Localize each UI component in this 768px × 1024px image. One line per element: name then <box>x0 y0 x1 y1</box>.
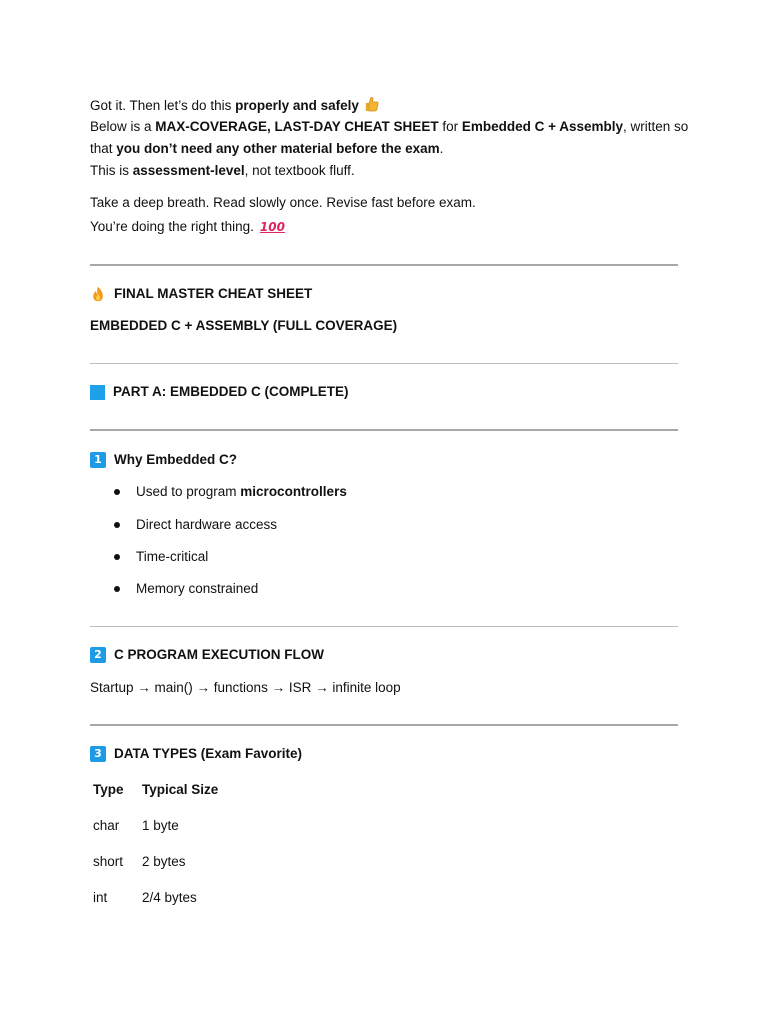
section-2-heading <box>90 646 324 664</box>
bullet-icon <box>114 489 120 495</box>
list-item-text: Used to program <box>136 484 241 499</box>
intro-line-2 <box>90 118 688 136</box>
title-label: FINAL MASTER CHEAT SHEET <box>114 286 313 301</box>
bullet-icon <box>114 586 120 592</box>
list-item: Time-critical <box>136 549 209 564</box>
list-item <box>136 483 347 501</box>
table-header-size: Typical Size <box>142 782 219 797</box>
number-1-icon: 1 <box>90 452 106 468</box>
divider <box>90 429 678 431</box>
cheat-sheet-subtitle: EMBEDDED C + ASSEMBLY (FULL COVERAGE) <box>90 318 398 333</box>
table-cell-type: int <box>93 890 108 905</box>
bullet-icon <box>114 522 120 528</box>
number-2-icon: 2 <box>90 647 106 663</box>
intro-text: Got it. Then let’s do this <box>90 98 236 113</box>
intro-bold: MAX-COVERAGE, LAST-DAY CHEAT SHEET <box>155 119 439 134</box>
divider <box>90 724 678 726</box>
execution-flow: Startup → main() → functions → ISR → infinite loop <box>90 680 401 695</box>
intro-text: Below is a <box>90 119 156 134</box>
divider <box>90 363 678 364</box>
intro-line-4 <box>90 162 355 180</box>
intro-bold: Embedded C + Assembly <box>461 119 624 134</box>
section-1-heading <box>90 451 237 469</box>
section-1-title: Why Embedded C? <box>114 452 238 467</box>
table-cell-type: short <box>93 854 124 869</box>
table-cell-size: 1 byte <box>142 818 179 833</box>
table-header-type: Type <box>93 782 124 797</box>
divider <box>90 626 678 627</box>
list-item: Direct hardware access <box>136 517 278 532</box>
intro-bold: properly and safely <box>235 98 359 113</box>
intro-text: that <box>90 141 117 156</box>
table-cell-size: 2 bytes <box>142 854 186 869</box>
divider <box>90 264 678 266</box>
intro-text: . <box>439 141 444 156</box>
fire-icon <box>90 286 106 302</box>
part-a-heading <box>90 383 349 401</box>
hundred-points-icon: 100 <box>259 220 285 234</box>
intro-line-3 <box>90 140 443 158</box>
section-2-title: C PROGRAM EXECUTION FLOW <box>114 647 324 662</box>
blue-square-icon <box>90 385 105 400</box>
cheat-sheet-title <box>90 285 312 303</box>
part-a-label: PART A: EMBEDDED C (COMPLETE) <box>113 384 349 399</box>
table-cell-size: 2/4 bytes <box>142 890 197 905</box>
thumbs-up-icon <box>365 96 379 117</box>
section-3-heading <box>90 745 302 763</box>
intro-line-5: Take a deep breath. Read slowly once. Revise fast before exam. <box>90 195 476 210</box>
bullet-icon <box>114 554 120 560</box>
intro-text: You’re doing the right thing. <box>90 219 254 234</box>
intro-line-1 <box>90 96 379 117</box>
table-cell-type: char <box>93 818 120 833</box>
intro-text: This is <box>90 163 133 178</box>
list-item: Memory constrained <box>136 581 259 596</box>
intro-text: , written so <box>623 119 689 134</box>
intro-text: , not textbook fluff. <box>244 163 355 178</box>
intro-bold: you don’t need any other material before the exam <box>116 141 440 156</box>
list-item-bold: microcontrollers <box>240 484 347 499</box>
number-3-icon: 3 <box>90 746 106 762</box>
intro-bold: assessment-level <box>132 163 245 178</box>
section-3-title: DATA TYPES (Exam Favorite) <box>114 746 303 761</box>
intro-text: for <box>438 119 462 134</box>
intro-line-6 <box>90 218 285 236</box>
